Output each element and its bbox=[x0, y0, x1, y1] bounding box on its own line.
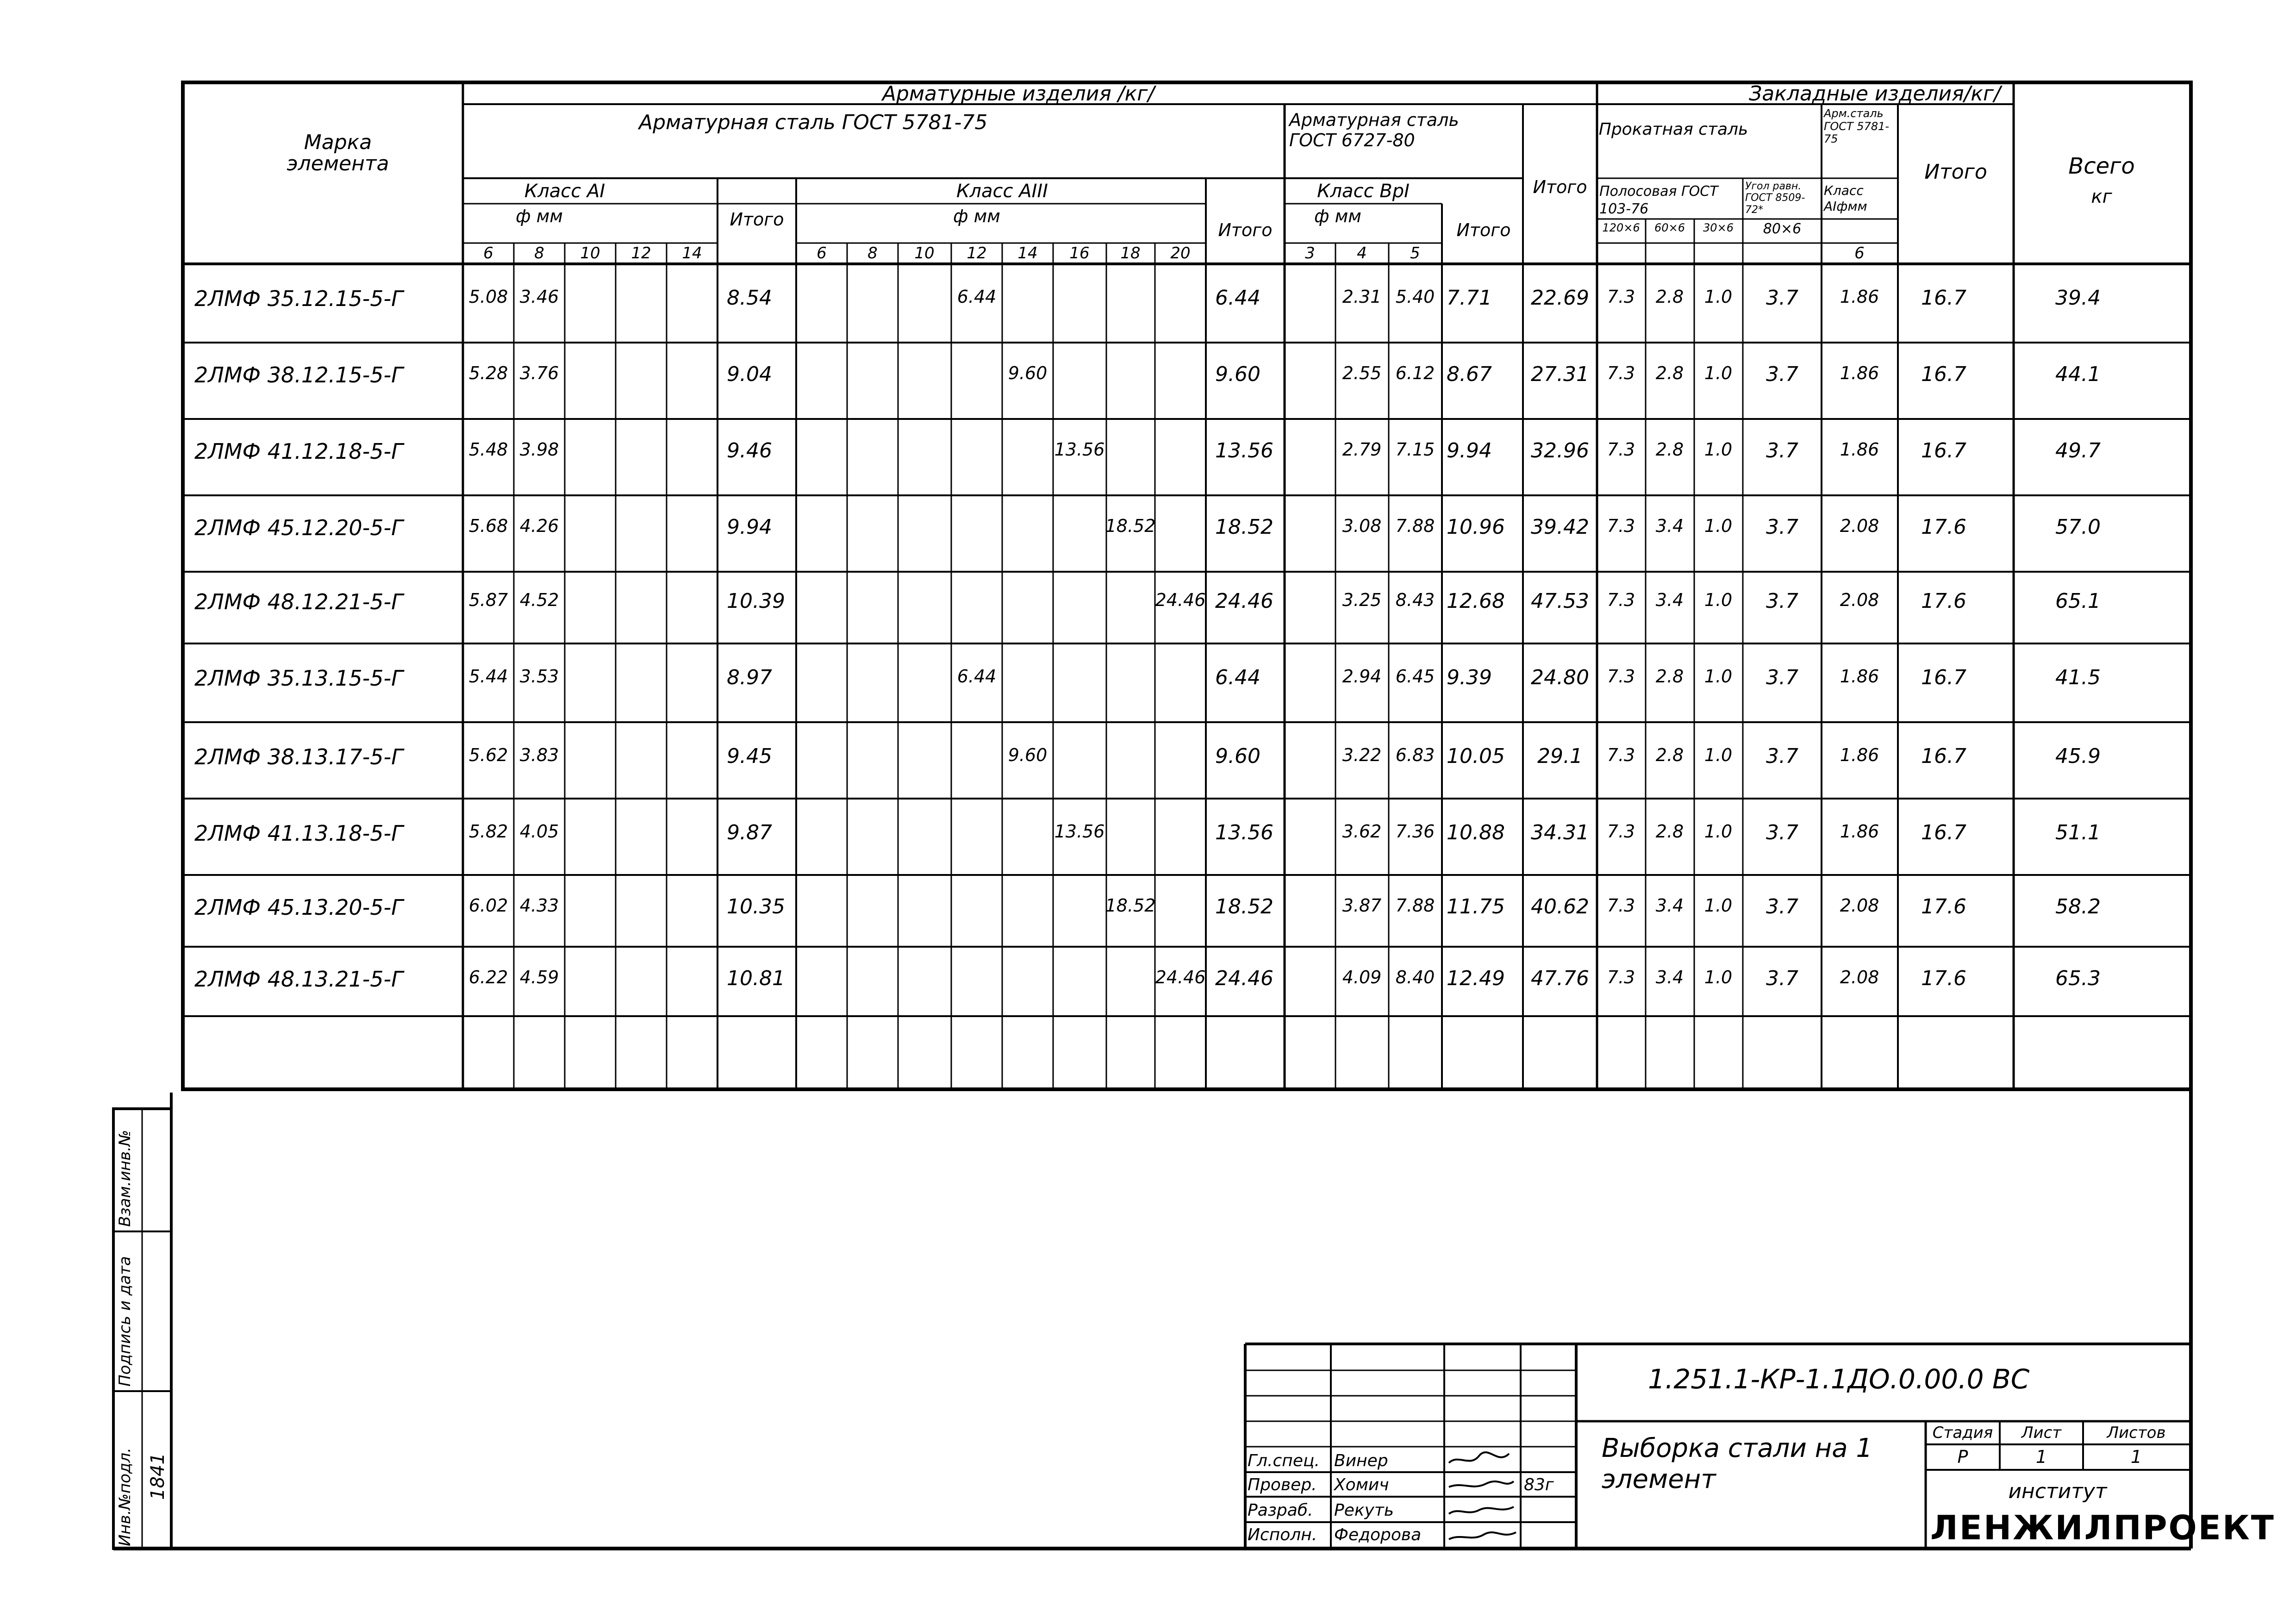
flat-30-value: 1.0 bbox=[1704, 516, 1733, 536]
grand-total-value: 45.9 bbox=[2055, 744, 2101, 768]
a3-total-value: 13.56 bbox=[1215, 821, 1273, 844]
element-mark: 2ЛМФ 48.12.21-5-Г bbox=[194, 589, 403, 614]
a3-diam-value: 24.46 bbox=[1155, 590, 1206, 610]
a1-total-value: 8.97 bbox=[727, 666, 772, 689]
a1-d6-value: 5.82 bbox=[468, 821, 508, 842]
inv-repl-label: Взам.инв.№ bbox=[116, 1130, 134, 1227]
person-name: Хомич bbox=[1334, 1475, 1389, 1494]
a3-diam-value: 13.56 bbox=[1054, 439, 1105, 460]
inv-orig-label: Инв.№подл. bbox=[116, 1448, 134, 1546]
angle-value: 3.7 bbox=[1766, 821, 1798, 844]
a3-diam-value: 6.44 bbox=[957, 666, 997, 687]
a1-total-value: 9.45 bbox=[727, 744, 772, 768]
a1-d8-value: 4.05 bbox=[519, 821, 559, 842]
flat-60-value: 3.4 bbox=[1655, 895, 1684, 916]
a1-d6-value: 5.68 bbox=[468, 516, 508, 536]
angle-value: 3.7 bbox=[1766, 515, 1798, 539]
steel-b-header: Арматурная сталь ГОСТ 6727-80 bbox=[1289, 110, 1459, 150]
class-a3-header: Класс АIII bbox=[956, 181, 1048, 202]
a1-d6-value: 5.87 bbox=[468, 590, 508, 610]
flat-gost-header: Полосовая ГОСТ 103-76 bbox=[1599, 183, 1718, 217]
institute-logo: ЛЕНЖИЛПРОЕКТ bbox=[1930, 1508, 2275, 1547]
arm-d6-value: 1.86 bbox=[1840, 363, 1879, 383]
angle-value: 3.7 bbox=[1766, 362, 1798, 386]
embedded-total-value: 16.7 bbox=[1921, 362, 1966, 386]
reinf-total-value: 32.96 bbox=[1531, 439, 1589, 462]
bp-d4-value: 2.55 bbox=[1342, 363, 1382, 383]
arm-d6-value: 1.86 bbox=[1840, 439, 1879, 460]
a1-d6-value: 6.02 bbox=[468, 895, 508, 916]
a1-d8-value: 4.52 bbox=[519, 590, 559, 610]
a1-total-value: 9.46 bbox=[727, 439, 772, 462]
a3-diam-value: 6.44 bbox=[957, 287, 997, 307]
bp-total-value: 12.68 bbox=[1447, 589, 1505, 613]
bp-d5-value: 8.43 bbox=[1395, 590, 1435, 610]
kg-header: кг bbox=[2091, 186, 2112, 207]
a3-total-value: 24.46 bbox=[1215, 589, 1273, 613]
embedded-products-header: Закладные изделия/кг/ bbox=[1749, 82, 2001, 106]
person-name: Рекуть bbox=[1334, 1501, 1394, 1520]
sheets-label: Листов bbox=[2107, 1424, 2166, 1442]
bp-total-value: 7.71 bbox=[1447, 286, 1492, 310]
flat-120-value: 7.3 bbox=[1607, 363, 1635, 383]
a3-diam-label: 16 bbox=[1069, 244, 1090, 262]
bp-diam-label: 4 bbox=[1357, 244, 1367, 262]
stage-label: Стадия bbox=[1932, 1424, 1993, 1442]
reinf-total-header: Итого bbox=[1533, 177, 1587, 197]
a1-diam-label: 12 bbox=[631, 244, 651, 262]
angle-value: 3.7 bbox=[1766, 286, 1798, 310]
steel-a-header: Арматурная сталь ГОСТ 5781-75 bbox=[639, 111, 988, 134]
role-label: Разраб. bbox=[1248, 1501, 1313, 1520]
element-mark: 2ЛМФ 41.13.18-5-Г bbox=[194, 821, 403, 846]
angle-value: 3.7 bbox=[1766, 744, 1798, 768]
a3-total-value: 24.46 bbox=[1215, 967, 1273, 990]
grand-total-value: 39.4 bbox=[2055, 286, 2101, 310]
grand-total-value: 65.1 bbox=[2055, 589, 2101, 613]
bp-total-value: 11.75 bbox=[1447, 895, 1505, 918]
angle-gost-header: Угол равн. ГОСТ 8509-72* bbox=[1745, 181, 1805, 216]
a3-total-value: 18.52 bbox=[1215, 895, 1273, 918]
arm-steel-small-header: Арм.сталь ГОСТ 5781-75 bbox=[1824, 107, 1890, 146]
class-bp1-header: Класс ВрI bbox=[1317, 181, 1410, 202]
grand-total-value: 58.2 bbox=[2055, 895, 2101, 918]
a1-d8-value: 4.59 bbox=[519, 967, 559, 987]
a3-diam-value: 18.52 bbox=[1105, 895, 1156, 916]
a1-total-value: 8.54 bbox=[727, 286, 772, 310]
inv-number: 1841 bbox=[147, 1453, 168, 1500]
arm-d6-value: 1.86 bbox=[1840, 666, 1879, 687]
a1-d8-value: 3.46 bbox=[519, 287, 559, 307]
a1-diam-label: 8 bbox=[534, 244, 544, 262]
bp-d5-value: 7.88 bbox=[1395, 895, 1435, 916]
a1-total-value: 9.87 bbox=[727, 821, 772, 844]
bp-d4-value: 3.22 bbox=[1342, 745, 1382, 765]
a1-d8-value: 3.83 bbox=[519, 745, 559, 765]
bp-d4-value: 2.31 bbox=[1342, 287, 1382, 307]
angle-value: 3.7 bbox=[1766, 439, 1798, 462]
bp-total-value: 10.05 bbox=[1447, 744, 1505, 768]
a3-diam-label: 20 bbox=[1170, 244, 1191, 262]
reinf-products-header: Арматурные изделия /кг/ bbox=[882, 82, 1155, 106]
bp-d5-value: 6.83 bbox=[1395, 745, 1435, 765]
role-label: Исполн. bbox=[1248, 1525, 1317, 1544]
bp-total-value: 9.94 bbox=[1447, 439, 1492, 462]
flat-60-value: 2.8 bbox=[1655, 745, 1684, 765]
sheet-label: Лист bbox=[2021, 1424, 2062, 1442]
embedded-total-value: 17.6 bbox=[1921, 515, 1966, 539]
arm-d6-value: 2.08 bbox=[1840, 516, 1879, 536]
flat-60-value: 2.8 bbox=[1655, 821, 1684, 842]
a1-total-value: 10.39 bbox=[727, 589, 785, 613]
grand-total-value: 65.3 bbox=[2055, 967, 2101, 990]
element-mark: 2ЛМФ 41.12.18-5-Г bbox=[194, 439, 403, 464]
bp-d5-value: 6.12 bbox=[1395, 363, 1435, 383]
flat-size-label: 120×6 bbox=[1602, 221, 1640, 234]
angle-value: 3.7 bbox=[1766, 589, 1798, 613]
a1-total-value: 10.81 bbox=[727, 967, 785, 990]
a1-d6-value: 5.62 bbox=[468, 745, 508, 765]
a3-total-value: 6.44 bbox=[1215, 286, 1260, 310]
a3-diam-label: 18 bbox=[1120, 244, 1141, 262]
bp-d5-value: 7.36 bbox=[1395, 821, 1435, 842]
embedded-total-value: 17.6 bbox=[1921, 895, 1966, 918]
class-a1-header: Класс АI bbox=[524, 181, 605, 202]
grand-total-value: 49.7 bbox=[2055, 439, 2101, 462]
grand-total-value: 44.1 bbox=[2055, 362, 2101, 386]
arm-d6-value: 2.08 bbox=[1840, 590, 1879, 610]
embedded-total-header: Итого bbox=[1924, 160, 1987, 184]
a3-diam-label: 14 bbox=[1017, 244, 1038, 262]
flat-30-value: 1.0 bbox=[1704, 439, 1733, 460]
angle-size-label: 80×6 bbox=[1763, 221, 1802, 237]
institute-label: институт bbox=[2008, 1480, 2107, 1503]
a3-diam-value: 9.60 bbox=[1008, 363, 1048, 383]
grand-total-value: 51.1 bbox=[2055, 821, 2101, 844]
bp-diam-label: 3 bbox=[1305, 244, 1315, 262]
arm-d6-value: 1.86 bbox=[1840, 287, 1879, 307]
reinf-total-value: 34.31 bbox=[1531, 821, 1589, 844]
flat-60-value: 3.4 bbox=[1655, 967, 1684, 987]
bp-d5-value: 6.45 bbox=[1395, 666, 1435, 687]
element-mark-header: Марка элемента bbox=[287, 131, 389, 176]
a3-diam-header: ф мм bbox=[953, 206, 1000, 226]
a1-diam-label: 10 bbox=[580, 244, 600, 262]
reinf-total-value: 27.31 bbox=[1531, 362, 1589, 386]
embedded-total-value: 16.7 bbox=[1921, 439, 1966, 462]
arm-d6-value: 1.86 bbox=[1840, 745, 1879, 765]
angle-value: 3.7 bbox=[1766, 967, 1798, 990]
element-mark: 2ЛМФ 38.13.17-5-Г bbox=[194, 744, 403, 769]
bp-d4-value: 2.94 bbox=[1342, 666, 1382, 687]
bp-d5-value: 8.40 bbox=[1395, 967, 1435, 987]
flat-120-value: 7.3 bbox=[1607, 821, 1635, 842]
element-mark: 2ЛМФ 48.13.21-5-Г bbox=[194, 967, 403, 992]
a3-diam-label: 12 bbox=[967, 244, 987, 262]
bp-total-value: 10.96 bbox=[1447, 515, 1505, 539]
role-label: Гл.спец. bbox=[1248, 1451, 1320, 1470]
a3-total-value: 9.60 bbox=[1215, 362, 1260, 386]
embedded-total-value: 16.7 bbox=[1921, 744, 1966, 768]
flat-60-value: 2.8 bbox=[1655, 439, 1684, 460]
bp-d4-value: 4.09 bbox=[1342, 967, 1382, 987]
a1-d6-value: 5.44 bbox=[468, 666, 508, 687]
flat-30-value: 1.0 bbox=[1704, 967, 1733, 987]
bp-d4-value: 2.79 bbox=[1342, 439, 1382, 460]
arm-size-label: 6 bbox=[1854, 244, 1865, 262]
flat-60-value: 2.8 bbox=[1655, 363, 1684, 383]
arm-d6-value: 1.86 bbox=[1840, 821, 1879, 842]
arm-d6-value: 2.08 bbox=[1840, 967, 1879, 987]
grand-total-header: Всего bbox=[2068, 153, 2135, 179]
bp-d4-value: 3.08 bbox=[1342, 516, 1382, 536]
a1-d8-value: 4.26 bbox=[519, 516, 559, 536]
a3-total-header: Итого bbox=[1218, 220, 1273, 240]
a1-total-header: Итого bbox=[730, 209, 784, 230]
stage-value: Р bbox=[1957, 1447, 1968, 1467]
reinf-total-value: 40.62 bbox=[1531, 895, 1589, 918]
embedded-total-value: 17.6 bbox=[1921, 589, 1966, 613]
a1-diam-label: 6 bbox=[483, 244, 493, 262]
flat-120-value: 7.3 bbox=[1607, 287, 1635, 307]
class-a1-mm-header: Класс АIфмм bbox=[1824, 183, 1867, 214]
flat-120-value: 7.3 bbox=[1607, 745, 1635, 765]
bp-total-value: 10.88 bbox=[1447, 821, 1505, 844]
a3-total-value: 9.60 bbox=[1215, 744, 1260, 768]
flat-30-value: 1.0 bbox=[1704, 821, 1733, 842]
a1-d8-value: 3.98 bbox=[519, 439, 559, 460]
grand-total-value: 41.5 bbox=[2055, 666, 2101, 689]
a3-diam-value: 13.56 bbox=[1054, 821, 1105, 842]
flat-30-value: 1.0 bbox=[1704, 666, 1733, 687]
flat-30-value: 1.0 bbox=[1704, 745, 1733, 765]
element-mark: 2ЛМФ 45.13.20-5-Г bbox=[194, 895, 403, 920]
bp-d5-value: 7.15 bbox=[1395, 439, 1435, 460]
a3-diam-value: 9.60 bbox=[1008, 745, 1048, 765]
sign-date: 83г bbox=[1524, 1475, 1554, 1494]
role-label: Провер. bbox=[1248, 1475, 1317, 1494]
flat-120-value: 7.3 bbox=[1607, 967, 1635, 987]
flat-30-value: 1.0 bbox=[1704, 363, 1733, 383]
bp-total-value: 8.67 bbox=[1447, 362, 1492, 386]
a3-diam-label: 6 bbox=[817, 244, 827, 262]
reinf-total-value: 47.53 bbox=[1531, 589, 1589, 613]
flat-size-label: 60×6 bbox=[1654, 221, 1685, 234]
element-mark: 2ЛМФ 45.12.20-5-Г bbox=[194, 515, 403, 540]
angle-value: 3.7 bbox=[1766, 666, 1798, 689]
flat-30-value: 1.0 bbox=[1704, 590, 1733, 610]
a1-d6-value: 5.08 bbox=[468, 287, 508, 307]
flat-120-value: 7.3 bbox=[1607, 590, 1635, 610]
rolled-steel-header: Прокатная сталь bbox=[1598, 120, 1748, 139]
doc-title: Выборка стали на 1 элемент bbox=[1602, 1433, 1872, 1495]
flat-size-label: 30×6 bbox=[1703, 221, 1734, 234]
a3-total-value: 6.44 bbox=[1215, 666, 1260, 689]
a3-diam-label: 10 bbox=[914, 244, 935, 262]
a1-d8-value: 4.33 bbox=[519, 895, 559, 916]
arm-d6-value: 2.08 bbox=[1840, 895, 1879, 916]
a3-diam-value: 24.46 bbox=[1155, 967, 1206, 987]
flat-60-value: 2.8 bbox=[1655, 287, 1684, 307]
flat-60-value: 3.4 bbox=[1655, 516, 1684, 536]
bp-d4-value: 3.87 bbox=[1342, 895, 1382, 916]
a1-diam-label: 14 bbox=[682, 244, 702, 262]
bp-diam-header: ф мм bbox=[1314, 206, 1361, 226]
a1-d6-value: 5.28 bbox=[468, 363, 508, 383]
bp-total-value: 9.39 bbox=[1447, 666, 1492, 689]
person-name: Федорова bbox=[1334, 1525, 1422, 1544]
a1-d8-value: 3.76 bbox=[519, 363, 559, 383]
reinf-total-value: 47.76 bbox=[1531, 967, 1589, 990]
a3-total-value: 18.52 bbox=[1215, 515, 1273, 539]
bp-d5-value: 5.40 bbox=[1395, 287, 1435, 307]
element-mark: 2ЛМФ 38.12.15-5-Г bbox=[194, 362, 403, 387]
a3-diam-value: 18.52 bbox=[1105, 516, 1156, 536]
flat-60-value: 3.4 bbox=[1655, 590, 1684, 610]
sign-date-label: Подпись и дата bbox=[116, 1256, 134, 1387]
embedded-total-value: 17.6 bbox=[1921, 967, 1966, 990]
bp-d4-value: 3.62 bbox=[1342, 821, 1382, 842]
flat-60-value: 2.8 bbox=[1655, 666, 1684, 687]
bp-total-value: 12.49 bbox=[1447, 967, 1505, 990]
a1-total-value: 9.04 bbox=[727, 362, 772, 386]
bp-diam-label: 5 bbox=[1410, 244, 1420, 262]
reinf-total-value: 39.42 bbox=[1531, 515, 1589, 539]
embedded-total-value: 16.7 bbox=[1921, 821, 1966, 844]
a1-diam-header: ф мм bbox=[516, 206, 563, 226]
element-mark: 2ЛМФ 35.12.15-5-Г bbox=[194, 286, 403, 311]
reinf-total-value: 29.1 bbox=[1537, 744, 1583, 768]
embedded-total-value: 16.7 bbox=[1921, 286, 1966, 310]
flat-30-value: 1.0 bbox=[1704, 895, 1733, 916]
grand-total-value: 57.0 bbox=[2055, 515, 2101, 539]
angle-value: 3.7 bbox=[1766, 895, 1798, 918]
flat-120-value: 7.3 bbox=[1607, 895, 1635, 916]
a1-total-value: 10.35 bbox=[727, 895, 785, 918]
bp-total-header: Итого bbox=[1456, 220, 1511, 240]
flat-30-value: 1.0 bbox=[1704, 287, 1733, 307]
a1-total-value: 9.94 bbox=[727, 515, 772, 539]
bp-d5-value: 7.88 bbox=[1395, 516, 1435, 536]
reinf-total-value: 24.80 bbox=[1531, 666, 1589, 689]
person-name: Винер bbox=[1334, 1451, 1388, 1470]
bp-d4-value: 3.25 bbox=[1342, 590, 1382, 610]
a1-d6-value: 6.22 bbox=[468, 967, 508, 987]
flat-120-value: 7.3 bbox=[1607, 666, 1635, 687]
sheet-value: 1 bbox=[2035, 1447, 2047, 1467]
a3-diam-label: 8 bbox=[867, 244, 878, 262]
doc-code: 1.251.1-КР-1.1ДО.0.00.0 ВС bbox=[1648, 1363, 2030, 1395]
a1-d6-value: 5.48 bbox=[468, 439, 508, 460]
reinf-total-value: 22.69 bbox=[1531, 286, 1589, 310]
element-mark: 2ЛМФ 35.13.15-5-Г bbox=[194, 666, 403, 691]
flat-120-value: 7.3 bbox=[1607, 516, 1635, 536]
sheets-value: 1 bbox=[2130, 1447, 2142, 1467]
a3-total-value: 13.56 bbox=[1215, 439, 1273, 462]
embedded-total-value: 16.7 bbox=[1921, 666, 1966, 689]
flat-120-value: 7.3 bbox=[1607, 439, 1635, 460]
a1-d8-value: 3.53 bbox=[519, 666, 559, 687]
